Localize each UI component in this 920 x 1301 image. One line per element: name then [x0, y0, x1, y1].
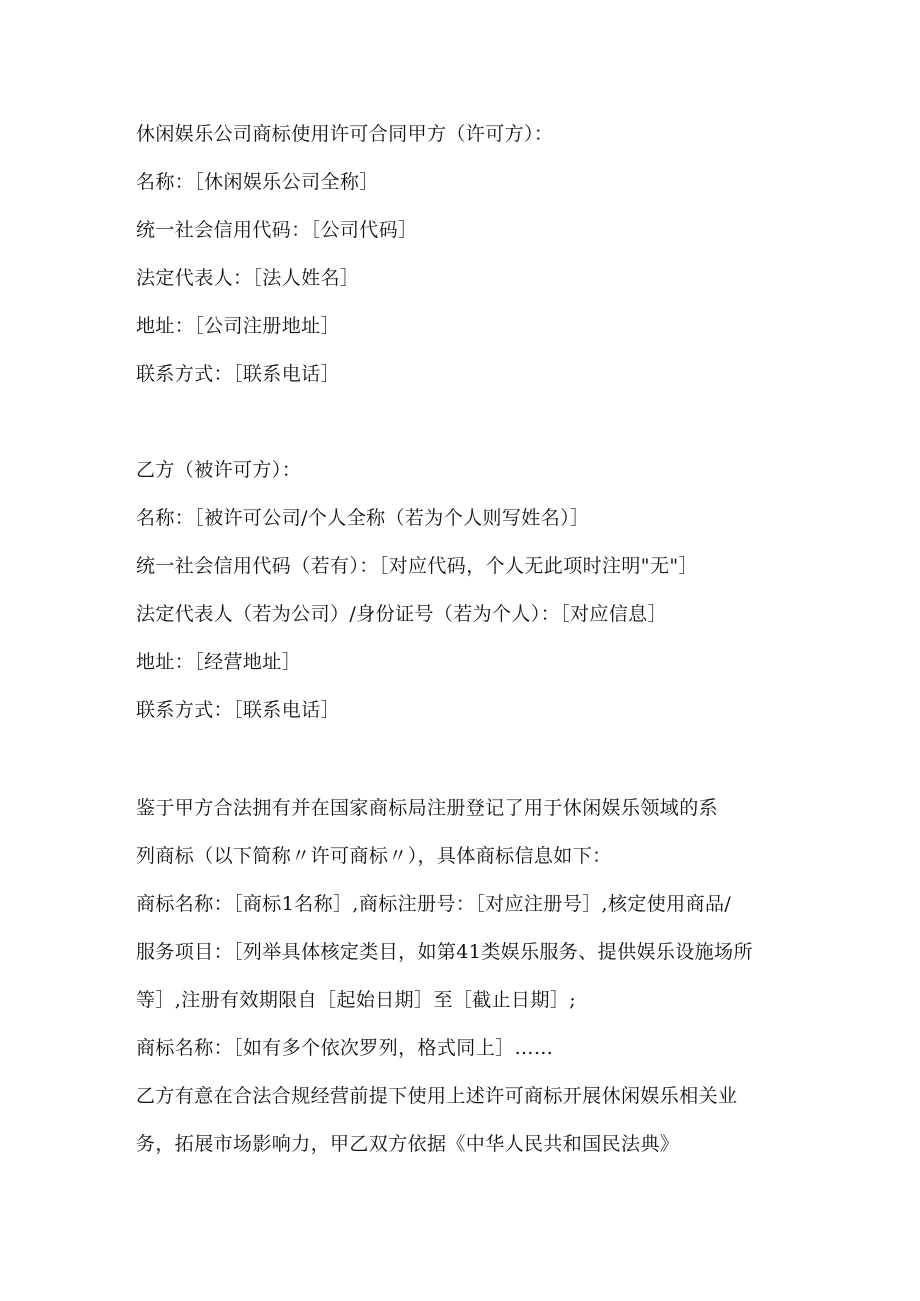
- party-b-address: 地址：［经营地址］: [136, 651, 302, 673]
- party-b-contact: 联系方式：［联系电话］: [136, 699, 340, 721]
- party-b-credit-code: 统一社会信用代码（若有）：［对应代码，个人无此项时注明"无"］: [136, 555, 698, 577]
- party-a-name: 名称：［休闲娱乐公司全称］: [136, 171, 379, 193]
- trademark-info-line-4: 商标名称：［如有多个依次罗列，格式同上］……: [136, 1037, 554, 1059]
- party-b-legal-representative-id: 法定代表人（若为公司）/身份证号（若为个人）：［对应信息］: [136, 603, 668, 625]
- trademark-info-line-1: 商标名称：［商标1名称］,商标注册号：［对应注册号］,核定使用商品/: [136, 893, 732, 915]
- trademark-info-line-3: 等］,注册有效期限自［起始日期］至［截止日期］;: [136, 989, 577, 1011]
- recital-line-1: 鉴于甲方合法拥有并在国家商标局注册登记了用于休闲娱乐领域的系: [136, 797, 719, 819]
- party-a-address: 地址：［公司注册地址］: [136, 315, 340, 337]
- intent-line-2: 务，拓展市场影响力，甲乙双方依据《中华人民共和国民法典》: [136, 1133, 680, 1155]
- contract-title-party-a-heading: 休闲娱乐公司商标使用许可合同甲方（许可方）：: [136, 123, 554, 145]
- intent-line-1: 乙方有意在合法合规经营前提下使用上述许可商标开展休闲娱乐相关业: [136, 1085, 738, 1107]
- party-b-name: 名称：［被许可公司/个人全称（若为个人则写姓名）］: [136, 507, 590, 529]
- party-b-heading: 乙方（被许可方）：: [136, 459, 302, 481]
- party-a-legal-representative: 法定代表人：［法人姓名］: [136, 267, 360, 289]
- recital-line-2: 列商标（以下简称〃许可商标〃），具体商标信息如下：: [136, 845, 612, 867]
- party-a-contact: 联系方式：［联系电话］: [136, 363, 340, 385]
- party-a-credit-code: 统一社会信用代码：［公司代码］: [136, 219, 418, 241]
- trademark-info-line-2: 服务项目：［列举具体核定类目，如第41类娱乐服务、提供娱乐设施场所: [136, 941, 753, 963]
